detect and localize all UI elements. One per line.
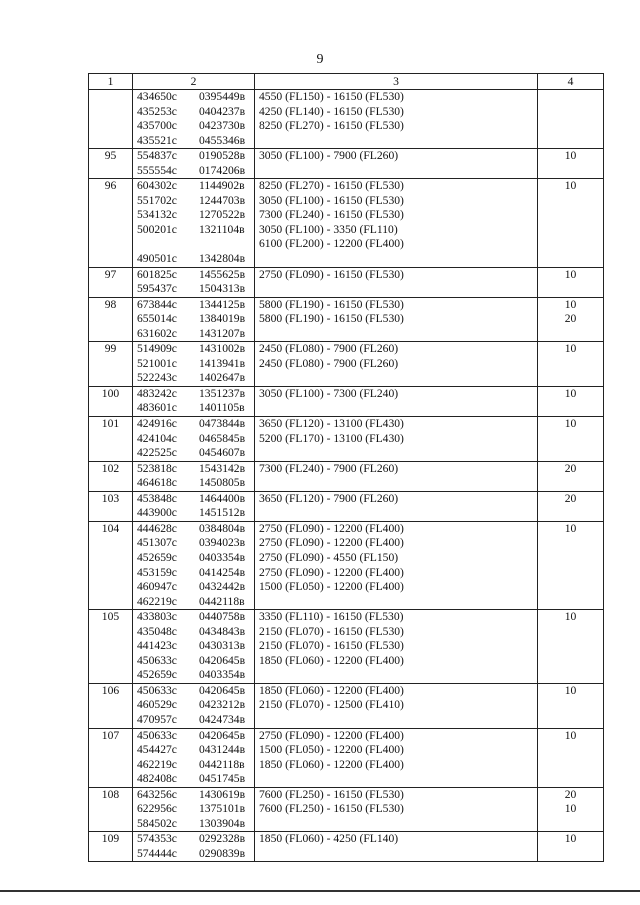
coordinate-pair xyxy=(137,237,250,252)
row-number: 105 xyxy=(89,610,133,684)
header-row xyxy=(89,74,604,90)
latitude: 521001с xyxy=(137,356,177,370)
longitude: 1384019в xyxy=(199,312,246,326)
header-col-4: 4 xyxy=(538,74,604,90)
coordinate-pair xyxy=(137,105,250,120)
coordinate-pair xyxy=(137,401,250,416)
latitude: 460529с xyxy=(137,698,177,712)
value-cell xyxy=(538,179,604,267)
longitude: 0423212в xyxy=(199,698,246,712)
latitude: 434650с xyxy=(137,90,177,103)
coordinate-pair xyxy=(137,551,250,566)
latitude: 631602с xyxy=(137,326,177,340)
longitude: 1451512в xyxy=(199,506,246,520)
coordinate-pair xyxy=(137,149,250,164)
value-cell xyxy=(538,386,604,416)
coordinate-pair xyxy=(137,223,250,238)
altitude-range: 2750 (FL090) - 12200 (FL400) xyxy=(259,521,404,535)
latitude: 490501с xyxy=(137,252,177,266)
coordinate-pair xyxy=(137,492,250,507)
latitude: 643256с xyxy=(137,787,177,801)
coordinate-pair xyxy=(137,298,250,313)
coordinate-pair xyxy=(137,164,250,179)
latitude: 483601с xyxy=(137,401,177,415)
coordinates-cell xyxy=(133,297,255,342)
coordinate-pair xyxy=(137,208,250,223)
altitude-range: 1850 (FL060) - 12200 (FL400) xyxy=(259,653,404,667)
latitude: 422525с xyxy=(137,446,177,460)
altitude-range: 6100 (FL200) - 12200 (FL400) xyxy=(259,237,404,251)
coordinate-pair xyxy=(137,371,250,386)
value: 10 xyxy=(564,267,577,281)
coordinate-pair xyxy=(137,595,250,610)
table-row xyxy=(89,179,604,267)
altitude-cell xyxy=(255,90,538,149)
coordinate-pair xyxy=(137,668,250,683)
coordinate-pair xyxy=(137,743,250,758)
coordinate-pair xyxy=(137,684,250,699)
altitude-cell xyxy=(255,610,538,684)
latitude: 464618с xyxy=(137,476,177,490)
coordinates-cell xyxy=(133,461,255,491)
latitude: 451307с xyxy=(137,536,177,550)
altitude-range: 1500 (FL050) - 12200 (FL400) xyxy=(259,743,404,757)
altitude-range: 8250 (FL270) - 16150 (FL530) xyxy=(259,119,404,133)
coordinates-cell xyxy=(133,386,255,416)
altitude-cell xyxy=(255,267,538,297)
coordinate-pair xyxy=(137,847,250,862)
latitude: 551702с xyxy=(137,193,177,207)
latitude: 433803с xyxy=(137,610,177,624)
coordinate-pair xyxy=(137,179,250,194)
value-cell xyxy=(538,683,604,728)
latitude: 482408с xyxy=(137,772,177,786)
table-row xyxy=(89,297,604,342)
longitude: 1244703в xyxy=(199,193,246,207)
coordinate-pair xyxy=(137,476,250,491)
altitude-cell xyxy=(255,728,538,787)
coordinate-pair xyxy=(137,698,250,713)
value-cell xyxy=(538,267,604,297)
latitude: 584502с xyxy=(137,816,177,830)
latitude: 450633с xyxy=(137,653,177,667)
longitude: 1430619в xyxy=(199,787,246,801)
altitude-range: 3350 (FL110) - 16150 (FL530) xyxy=(259,610,404,624)
longitude: 0190528в xyxy=(199,149,246,163)
longitude: 0420645в xyxy=(199,728,246,742)
altitude-range: 3050 (FL100) - 7900 (FL260) xyxy=(259,149,399,163)
header-col-3: 3 xyxy=(255,74,538,90)
table-row xyxy=(89,787,604,832)
coordinates-cell xyxy=(133,832,255,862)
latitude: 462219с xyxy=(137,757,177,771)
row-number: 108 xyxy=(89,787,133,832)
longitude: 1402647в xyxy=(199,371,246,385)
latitude: 453848с xyxy=(137,491,177,505)
coordinates-cell xyxy=(133,491,255,521)
longitude: 0434843в xyxy=(199,624,246,638)
row-number: 96 xyxy=(89,179,133,267)
longitude: 0454607в xyxy=(199,446,246,460)
altitude-range: 3650 (FL120) - 7900 (FL260) xyxy=(259,491,399,505)
longitude: 1342804в xyxy=(199,252,246,266)
altitude-range: 2150 (FL070) - 16150 (FL530) xyxy=(259,639,404,653)
row-number: 102 xyxy=(89,461,133,491)
coordinate-pair xyxy=(137,342,250,357)
table-row xyxy=(89,90,604,149)
longitude: 0174206в xyxy=(199,163,246,177)
longitude: 1431002в xyxy=(199,342,246,356)
latitude: 435521с xyxy=(137,133,177,147)
altitude-cell xyxy=(255,521,538,609)
latitude: 673844с xyxy=(137,297,177,311)
altitude-cell xyxy=(255,179,538,267)
altitude-cell xyxy=(255,149,538,179)
coordinates-cell xyxy=(133,149,255,179)
coordinate-pair xyxy=(137,446,250,461)
value-cell xyxy=(538,297,604,342)
coordinate-pair xyxy=(137,462,250,477)
latitude: 500201с xyxy=(137,222,177,236)
value: 20 xyxy=(564,312,577,326)
value: 10 xyxy=(564,521,577,535)
latitude: 454427с xyxy=(137,743,177,757)
value: 10 xyxy=(564,832,577,846)
longitude: 0430313в xyxy=(199,639,246,653)
coordinate-pair xyxy=(137,817,250,832)
coordinates-cell xyxy=(133,179,255,267)
coordinates-cell xyxy=(133,683,255,728)
altitude-cell xyxy=(255,417,538,462)
altitude-range: 4550 (FL150) - 16150 (FL530) xyxy=(259,90,404,103)
value-cell xyxy=(538,610,604,684)
coordinate-pair xyxy=(137,134,250,149)
row-number: 104 xyxy=(89,521,133,609)
row-number: 107 xyxy=(89,728,133,787)
coordinate-pair xyxy=(137,522,250,537)
coordinates-cell xyxy=(133,417,255,462)
airspace-table xyxy=(88,73,604,862)
latitude: 470957с xyxy=(137,712,177,726)
value-cell xyxy=(538,149,604,179)
latitude: 453159с xyxy=(137,565,177,579)
latitude: 460947с xyxy=(137,580,177,594)
coordinate-pair xyxy=(137,832,250,847)
value-cell xyxy=(538,728,604,787)
value: 10 xyxy=(564,179,577,193)
latitude: 554837с xyxy=(137,149,177,163)
longitude: 0465845в xyxy=(199,431,246,445)
table-row xyxy=(89,521,604,609)
coordinate-pair xyxy=(137,327,250,342)
latitude: 595437с xyxy=(137,282,177,296)
latitude: 441423с xyxy=(137,639,177,653)
value: 20 xyxy=(564,491,577,505)
coordinate-pair xyxy=(137,566,250,581)
coordinates-cell xyxy=(133,728,255,787)
page-number: 9 xyxy=(316,52,324,67)
altitude-range: 3650 (FL120) - 13100 (FL430) xyxy=(259,417,404,431)
coordinate-pair xyxy=(137,625,250,640)
value: 10 xyxy=(564,149,577,163)
latitude: 435700с xyxy=(137,119,177,133)
longitude: 0442118в xyxy=(199,757,245,771)
value-cell xyxy=(538,461,604,491)
altitude-cell xyxy=(255,342,538,387)
value: 10 xyxy=(564,417,577,431)
coordinate-pair xyxy=(137,802,250,817)
coordinate-pair xyxy=(137,357,250,372)
longitude: 0455346в xyxy=(199,133,246,147)
value: 10 xyxy=(564,297,577,311)
value: 10 xyxy=(564,610,577,624)
coordinate-pair xyxy=(137,312,250,327)
table-row xyxy=(89,342,604,387)
longitude: 0384804в xyxy=(199,521,246,535)
row-number: 97 xyxy=(89,267,133,297)
table-row xyxy=(89,461,604,491)
longitude: 1464400в xyxy=(199,491,246,505)
altitude-range: 5800 (FL190) - 16150 (FL530) xyxy=(259,297,404,311)
coordinates-cell xyxy=(133,610,255,684)
value: 20 xyxy=(564,787,577,801)
altitude-range: 4250 (FL140) - 16150 (FL530) xyxy=(259,104,404,118)
value-cell xyxy=(538,491,604,521)
latitude: 601825с xyxy=(137,267,177,281)
value-cell xyxy=(538,832,604,862)
coordinate-pair xyxy=(137,90,250,105)
coordinate-pair xyxy=(137,252,250,267)
coordinate-pair xyxy=(137,639,250,654)
table-row xyxy=(89,491,604,521)
coordinate-pair xyxy=(137,536,250,551)
longitude: 0420645в xyxy=(199,683,246,697)
row-number: 106 xyxy=(89,683,133,728)
altitude-range: 2750 (FL090) - 4550 (FL150) xyxy=(259,550,399,564)
altitude-range: 8250 (FL270) - 16150 (FL530) xyxy=(259,179,404,193)
longitude: 1303904в xyxy=(199,816,246,830)
coordinate-pair xyxy=(137,610,250,625)
altitude-cell xyxy=(255,491,538,521)
bottom-rule xyxy=(0,890,640,892)
longitude: 1413941в xyxy=(199,356,246,370)
row-number: 101 xyxy=(89,417,133,462)
row-number: 99 xyxy=(89,342,133,387)
coordinates-cell xyxy=(133,90,255,149)
header-col-2: 2 xyxy=(133,74,255,90)
altitude-range: 2150 (FL070) - 16150 (FL530) xyxy=(259,624,404,638)
altitude-range: 1850 (FL060) - 12200 (FL400) xyxy=(259,757,404,771)
longitude: 1144902в xyxy=(199,179,245,193)
latitude: 435253с xyxy=(137,104,177,118)
row-number: 98 xyxy=(89,297,133,342)
coordinates-cell xyxy=(133,342,255,387)
latitude: 452659с xyxy=(137,668,177,682)
row-number: 103 xyxy=(89,491,133,521)
value: 10 xyxy=(564,802,577,816)
longitude: 1450805в xyxy=(199,476,246,490)
table-row xyxy=(89,728,604,787)
longitude: 0432442в xyxy=(199,580,246,594)
latitude: 450633с xyxy=(137,683,177,697)
latitude: 655014с xyxy=(137,312,177,326)
altitude-range: 7600 (FL250) - 16150 (FL530) xyxy=(259,787,404,801)
altitude-cell xyxy=(255,683,538,728)
table-row xyxy=(89,683,604,728)
coordinate-pair xyxy=(137,119,250,134)
value: 10 xyxy=(564,683,577,697)
value: 10 xyxy=(564,728,577,742)
longitude: 0292328в xyxy=(199,832,246,846)
value: 20 xyxy=(564,461,577,475)
altitude-range: 7300 (FL240) - 7900 (FL260) xyxy=(259,461,399,475)
latitude: 450633с xyxy=(137,728,177,742)
value-cell xyxy=(538,417,604,462)
coordinate-pair xyxy=(137,506,250,521)
longitude: 0451745в xyxy=(199,772,246,786)
altitude-range: 2450 (FL080) - 7900 (FL260) xyxy=(259,342,399,356)
longitude: 1270522в xyxy=(199,208,246,222)
latitude: 444628с xyxy=(137,521,177,535)
altitude-range: 2450 (FL080) - 7900 (FL260) xyxy=(259,356,399,370)
longitude: 0442118в xyxy=(199,594,245,608)
row-number: 95 xyxy=(89,149,133,179)
longitude: 1351237в xyxy=(199,386,246,400)
longitude: 0414254в xyxy=(199,565,246,579)
altitude-cell xyxy=(255,461,538,491)
longitude: 1321104в xyxy=(199,222,245,236)
coordinates-cell xyxy=(133,267,255,297)
coordinate-pair xyxy=(137,417,250,432)
latitude: 452659с xyxy=(137,550,177,564)
longitude: 0424734в xyxy=(199,712,246,726)
row-number: 100 xyxy=(89,386,133,416)
latitude: 424104с xyxy=(137,431,177,445)
coordinate-pair xyxy=(137,387,250,402)
coordinates-cell xyxy=(133,787,255,832)
longitude: 0420645в xyxy=(199,653,246,667)
latitude: 522243с xyxy=(137,371,177,385)
coordinates-cell xyxy=(133,521,255,609)
value-cell xyxy=(538,90,604,149)
longitude: 1543142в xyxy=(199,461,246,475)
longitude: 0403354в xyxy=(199,550,246,564)
table-body xyxy=(89,90,604,862)
latitude: 534132с xyxy=(137,208,177,222)
longitude: 1431207в xyxy=(199,326,246,340)
coordinate-pair xyxy=(137,194,250,209)
longitude: 1401105в xyxy=(199,401,245,415)
altitude-range: 5200 (FL170) - 13100 (FL430) xyxy=(259,431,404,445)
altitude-cell xyxy=(255,787,538,832)
altitude-range: 2750 (FL090) - 12200 (FL400) xyxy=(259,536,404,550)
latitude: 604302с xyxy=(137,179,177,193)
header-col-1: 1 xyxy=(89,74,133,90)
altitude-range: 2150 (FL070) - 12500 (FL410) xyxy=(259,698,404,712)
longitude: 1455625в xyxy=(199,267,246,281)
altitude-range: 1850 (FL060) - 12200 (FL400) xyxy=(259,683,404,697)
table-row xyxy=(89,386,604,416)
longitude: 0403354в xyxy=(199,668,246,682)
altitude-range: 7600 (FL250) - 16150 (FL530) xyxy=(259,802,404,816)
coordinate-pair xyxy=(137,713,250,728)
table-row xyxy=(89,417,604,462)
longitude: 0423730в xyxy=(199,119,246,133)
coordinate-pair xyxy=(137,772,250,787)
longitude: 0290839в xyxy=(199,846,246,860)
altitude-range: 3050 (FL100) - 7300 (FL240) xyxy=(259,386,399,400)
altitude-range: 2750 (FL090) - 12200 (FL400) xyxy=(259,565,404,579)
altitude-range: 2750 (FL090) - 16150 (FL530) xyxy=(259,267,404,281)
altitude-range: 3050 (FL100) - 16150 (FL530) xyxy=(259,193,404,207)
latitude: 424916с xyxy=(137,417,177,431)
row-number xyxy=(89,90,133,149)
coordinate-pair xyxy=(137,268,250,283)
table-row xyxy=(89,832,604,862)
latitude: 622956с xyxy=(137,802,177,816)
altitude-range: 1850 (FL060) - 4250 (FL140) xyxy=(259,832,399,846)
longitude: 0440758в xyxy=(199,610,246,624)
value: 10 xyxy=(564,386,577,400)
longitude: 0395449в xyxy=(199,90,246,103)
altitude-cell xyxy=(255,832,538,862)
latitude: 435048с xyxy=(137,624,177,638)
coordinate-pair xyxy=(137,282,250,297)
value-cell xyxy=(538,342,604,387)
latitude: 483242с xyxy=(137,386,177,400)
coordinate-pair xyxy=(137,654,250,669)
altitude-range: 1500 (FL050) - 12200 (FL400) xyxy=(259,580,404,594)
latitude: 462219с xyxy=(137,594,177,608)
longitude: 0431244в xyxy=(199,743,246,757)
latitude: 574353с xyxy=(137,832,177,846)
latitude: 574444с xyxy=(137,846,177,860)
table-row xyxy=(89,267,604,297)
coordinate-pair xyxy=(137,432,250,447)
latitude: 443900с xyxy=(137,506,177,520)
altitude-range: 2750 (FL090) - 12200 (FL400) xyxy=(259,728,404,742)
altitude-cell xyxy=(255,297,538,342)
latitude: 514909с xyxy=(137,342,177,356)
value-cell xyxy=(538,787,604,832)
value: 10 xyxy=(564,342,577,356)
table-row xyxy=(89,610,604,684)
longitude: 0473844в xyxy=(199,417,246,431)
coordinate-pair xyxy=(137,788,250,803)
value-cell xyxy=(538,521,604,609)
altitude-range: 3050 (FL100) - 3350 (FL110) xyxy=(259,222,398,236)
longitude: 0394023в xyxy=(199,536,246,550)
longitude: 1504313в xyxy=(199,282,246,296)
altitude-cell xyxy=(255,386,538,416)
altitude-range: 7300 (FL240) - 16150 (FL530) xyxy=(259,208,404,222)
longitude: 1375101в xyxy=(199,802,246,816)
row-number: 109 xyxy=(89,832,133,862)
table-row xyxy=(89,149,604,179)
longitude: 1344125в xyxy=(199,297,246,311)
latitude: 555554с xyxy=(137,163,177,177)
coordinate-pair xyxy=(137,729,250,744)
longitude: 0404237в xyxy=(199,104,246,118)
altitude-range: 5800 (FL190) - 16150 (FL530) xyxy=(259,312,404,326)
latitude: 523818с xyxy=(137,461,177,475)
coordinate-pair xyxy=(137,580,250,595)
coordinate-pair xyxy=(137,758,250,773)
